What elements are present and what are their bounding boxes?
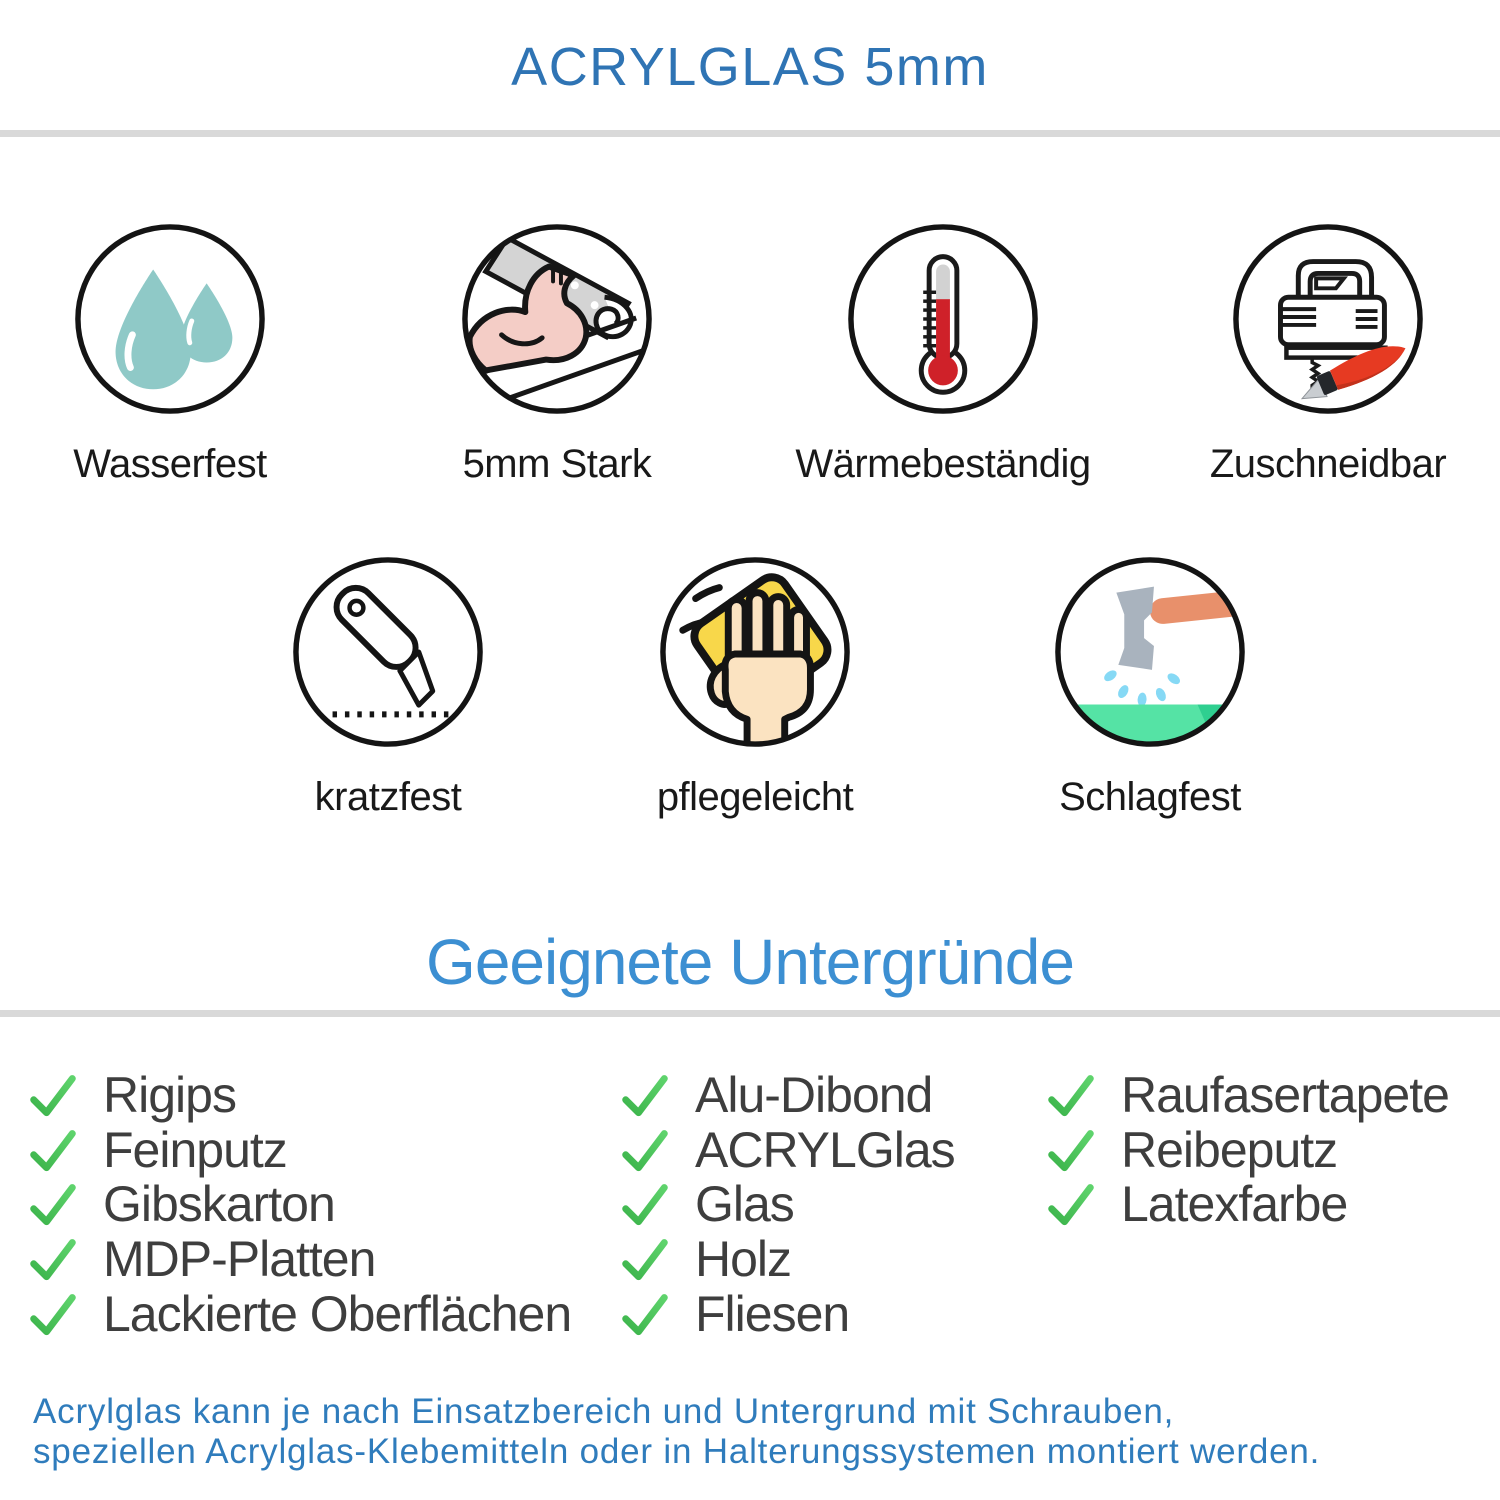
checklist-label: Raufasertapete xyxy=(1121,1067,1449,1124)
mounting-note xyxy=(33,1392,1493,1472)
list-item xyxy=(622,1068,955,1123)
list-item xyxy=(30,1123,571,1178)
muscle-arm-icon xyxy=(458,220,656,418)
feature-label: Schlagfest xyxy=(1059,775,1241,819)
checklist-label: Lackierte Oberflächen xyxy=(103,1285,572,1342)
checkmark-icon xyxy=(622,1238,668,1284)
checkmark-icon xyxy=(30,1074,76,1120)
divider-top xyxy=(0,130,1500,137)
feature-label: kratzfest xyxy=(314,775,462,819)
checklist-label: Fliesen xyxy=(695,1285,850,1342)
section-title: Geeignete Untergründe xyxy=(426,926,1074,998)
list-item xyxy=(30,1232,571,1287)
checklist-label: ACRYLGlas xyxy=(695,1121,955,1178)
feature-label: 5mm Stark xyxy=(462,442,652,486)
feature-schlagfest xyxy=(970,553,1330,821)
list-item xyxy=(1048,1123,1449,1178)
checkmark-icon xyxy=(30,1183,76,1229)
cleaning-cloth-hand-icon xyxy=(656,553,854,751)
checklist-label: Gibskarton xyxy=(103,1176,335,1233)
checkmark-icon xyxy=(1048,1129,1094,1175)
feature-waermebestaendig xyxy=(763,220,1123,488)
checklist-label: Holz xyxy=(695,1231,792,1288)
feature-pflegeleicht xyxy=(575,553,935,821)
mounting-note-line2: speziellen Acrylglas-Klebemitteln oder in Halterungssystemen montiert werden. xyxy=(33,1432,1321,1471)
hammer-icon xyxy=(1051,553,1249,751)
checkmark-icon xyxy=(1048,1074,1094,1120)
feature-kratzfest xyxy=(208,553,568,821)
list-item xyxy=(30,1068,571,1123)
checkmark-icon xyxy=(30,1129,76,1175)
checklist-label: Alu-Dibond xyxy=(695,1067,933,1124)
checklist-label: Feinputz xyxy=(103,1121,287,1178)
checkmark-icon xyxy=(622,1074,668,1120)
checklist-column-2 xyxy=(622,1068,955,1341)
list-item xyxy=(1048,1068,1449,1123)
checklist-label: Latexfarbe xyxy=(1121,1176,1348,1233)
feature-5mm-stark xyxy=(377,220,737,488)
checkmark-icon xyxy=(1048,1183,1094,1229)
list-item xyxy=(30,1177,571,1232)
checkmark-icon xyxy=(30,1238,76,1284)
list-item xyxy=(622,1232,955,1287)
checklist-label: Rigips xyxy=(103,1067,236,1124)
checkmark-icon xyxy=(30,1293,76,1339)
checklist-label: MDP-Platten xyxy=(103,1231,376,1288)
feature-label: Zuschneidbar xyxy=(1209,442,1447,486)
checkmark-icon xyxy=(622,1293,668,1339)
checklist-column-3 xyxy=(1048,1068,1449,1232)
water-drops-icon xyxy=(71,220,269,418)
checklist-label: Glas xyxy=(695,1176,794,1233)
checkmark-icon xyxy=(622,1129,668,1175)
jigsaw-icon xyxy=(1229,220,1427,418)
list-item xyxy=(622,1286,955,1341)
feature-label: Wasserfest xyxy=(73,442,267,486)
list-item xyxy=(622,1123,955,1178)
list-item xyxy=(1048,1177,1449,1232)
mounting-note-line1: Acrylglas kann je nach Einsatzbereich und Untergrund mit Schrauben, xyxy=(33,1392,1175,1431)
checkmark-icon xyxy=(622,1183,668,1229)
feature-wasserfest xyxy=(0,220,350,488)
page-title: ACRYLGLAS 5mm xyxy=(511,37,989,97)
checklist-label: Reibeputz xyxy=(1121,1121,1338,1178)
feature-label: Wärmebeständig xyxy=(795,442,1091,486)
list-item xyxy=(622,1177,955,1232)
feature-zuschneidbar xyxy=(1148,220,1500,488)
divider-bottom xyxy=(0,1010,1500,1017)
feature-label: pflegeleicht xyxy=(656,775,854,819)
thermometer-icon xyxy=(844,220,1042,418)
utility-knife-icon xyxy=(289,553,487,751)
list-item xyxy=(30,1286,571,1341)
checklist-column-1 xyxy=(30,1068,571,1341)
